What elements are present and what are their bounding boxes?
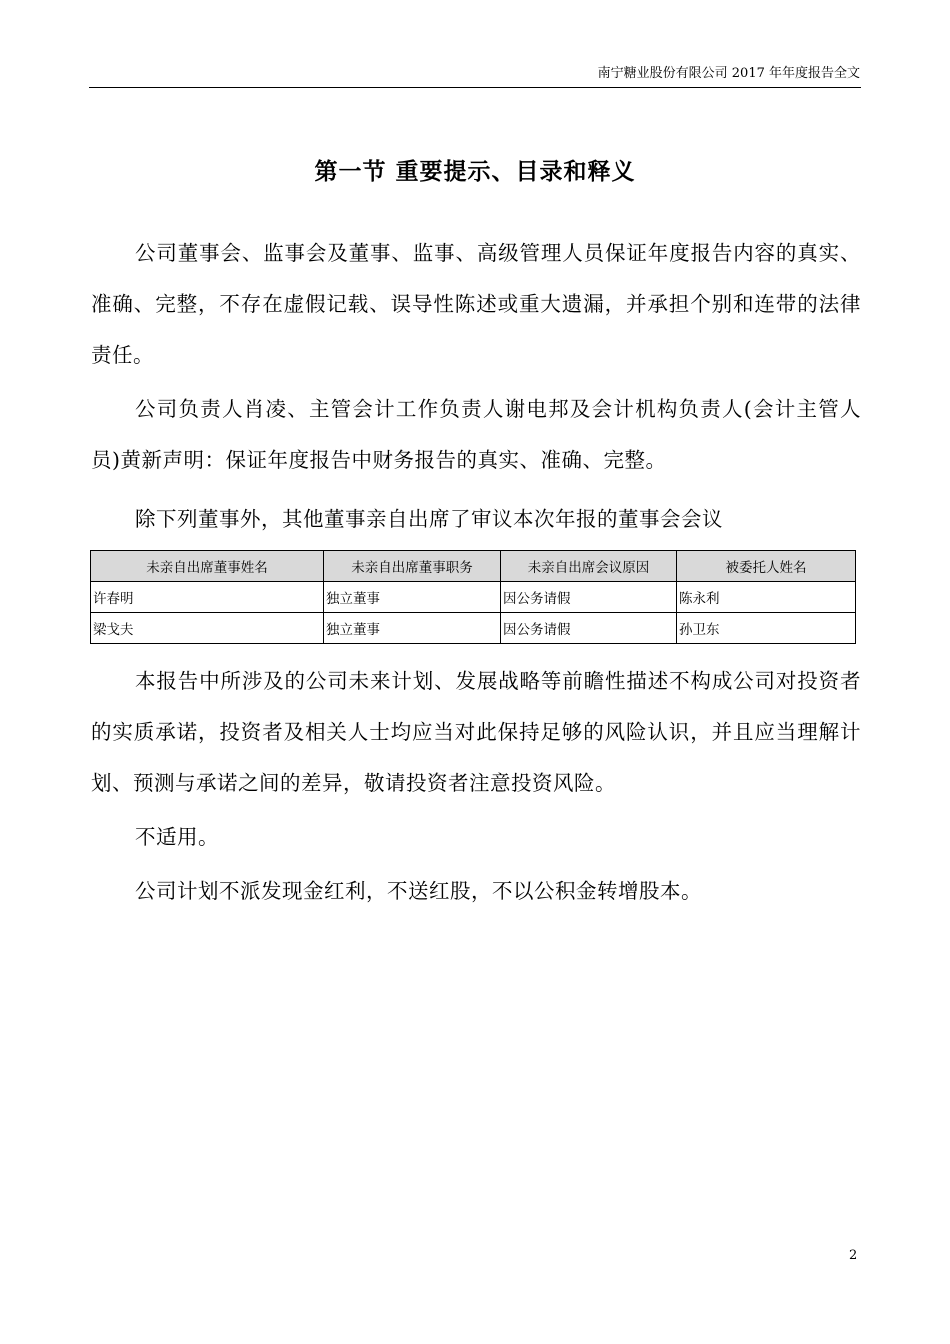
table-header-cell: 未亲自出席会议原因 <box>501 551 677 582</box>
paragraph-board-guarantee: 公司董事会、监事会及董事、监事、高级管理人员保证年度报告内容的真实、准确、完整，不存在虚假记载、误导性陈述或重大遗漏，并承担个别和连带的法律责任。 <box>91 241 861 367</box>
table-cell: 梁戈夫 <box>91 613 324 644</box>
table-header-cell: 被委托人姓名 <box>677 551 856 582</box>
paragraph-absent-directors-intro: 除下列董事外，其他董事亲自出席了审议本次年报的董事会会议 <box>135 507 723 531</box>
table-cell: 独立董事 <box>324 613 501 644</box>
section-title: 第一节 重要提示、目录和释义 <box>314 158 636 185</box>
table-cell: 陈永利 <box>677 582 856 613</box>
paragraph-forward-looking-statement: 本报告中所涉及的公司未来计划、发展战略等前瞻性描述不构成公司对投资者的实质承诺，投资者及相关人士均应当对此保持足够的风险认识，并且应当理解计划、预测与承诺之间的差异，敬请投资者注意投资风险。 <box>91 669 861 795</box>
running-header: 南宁糖业股份有限公司 2017 年年度报告全文 <box>597 66 860 81</box>
table-row <box>91 613 856 644</box>
paragraph-dividend-plan: 公司计划不派发现金红利，不送红股，不以公积金转增股本。 <box>135 879 702 903</box>
table-cell: 孙卫东 <box>677 613 856 644</box>
table-cell: 独立董事 <box>324 582 501 613</box>
table-header-cell: 未亲自出席董事姓名 <box>91 551 324 582</box>
table-row <box>91 582 856 613</box>
page-number: 2 <box>849 1248 858 1263</box>
table-header-cell: 未亲自出席董事职务 <box>324 551 501 582</box>
paragraph-responsible-persons: 公司负责人肖凌、主管会计工作负责人谢电邦及会计机构负责人(会计主管人员)黄新声明：保证年度报告中财务报告的真实、准确、完整。 <box>91 397 861 472</box>
header-divider <box>89 87 861 88</box>
table-cell: 许春明 <box>91 582 324 613</box>
paragraph-not-applicable: 不适用。 <box>135 825 219 849</box>
absent-directors-table <box>90 550 856 644</box>
table-cell: 因公务请假 <box>501 613 677 644</box>
table-header-row <box>91 551 856 582</box>
table-cell: 因公务请假 <box>501 582 677 613</box>
